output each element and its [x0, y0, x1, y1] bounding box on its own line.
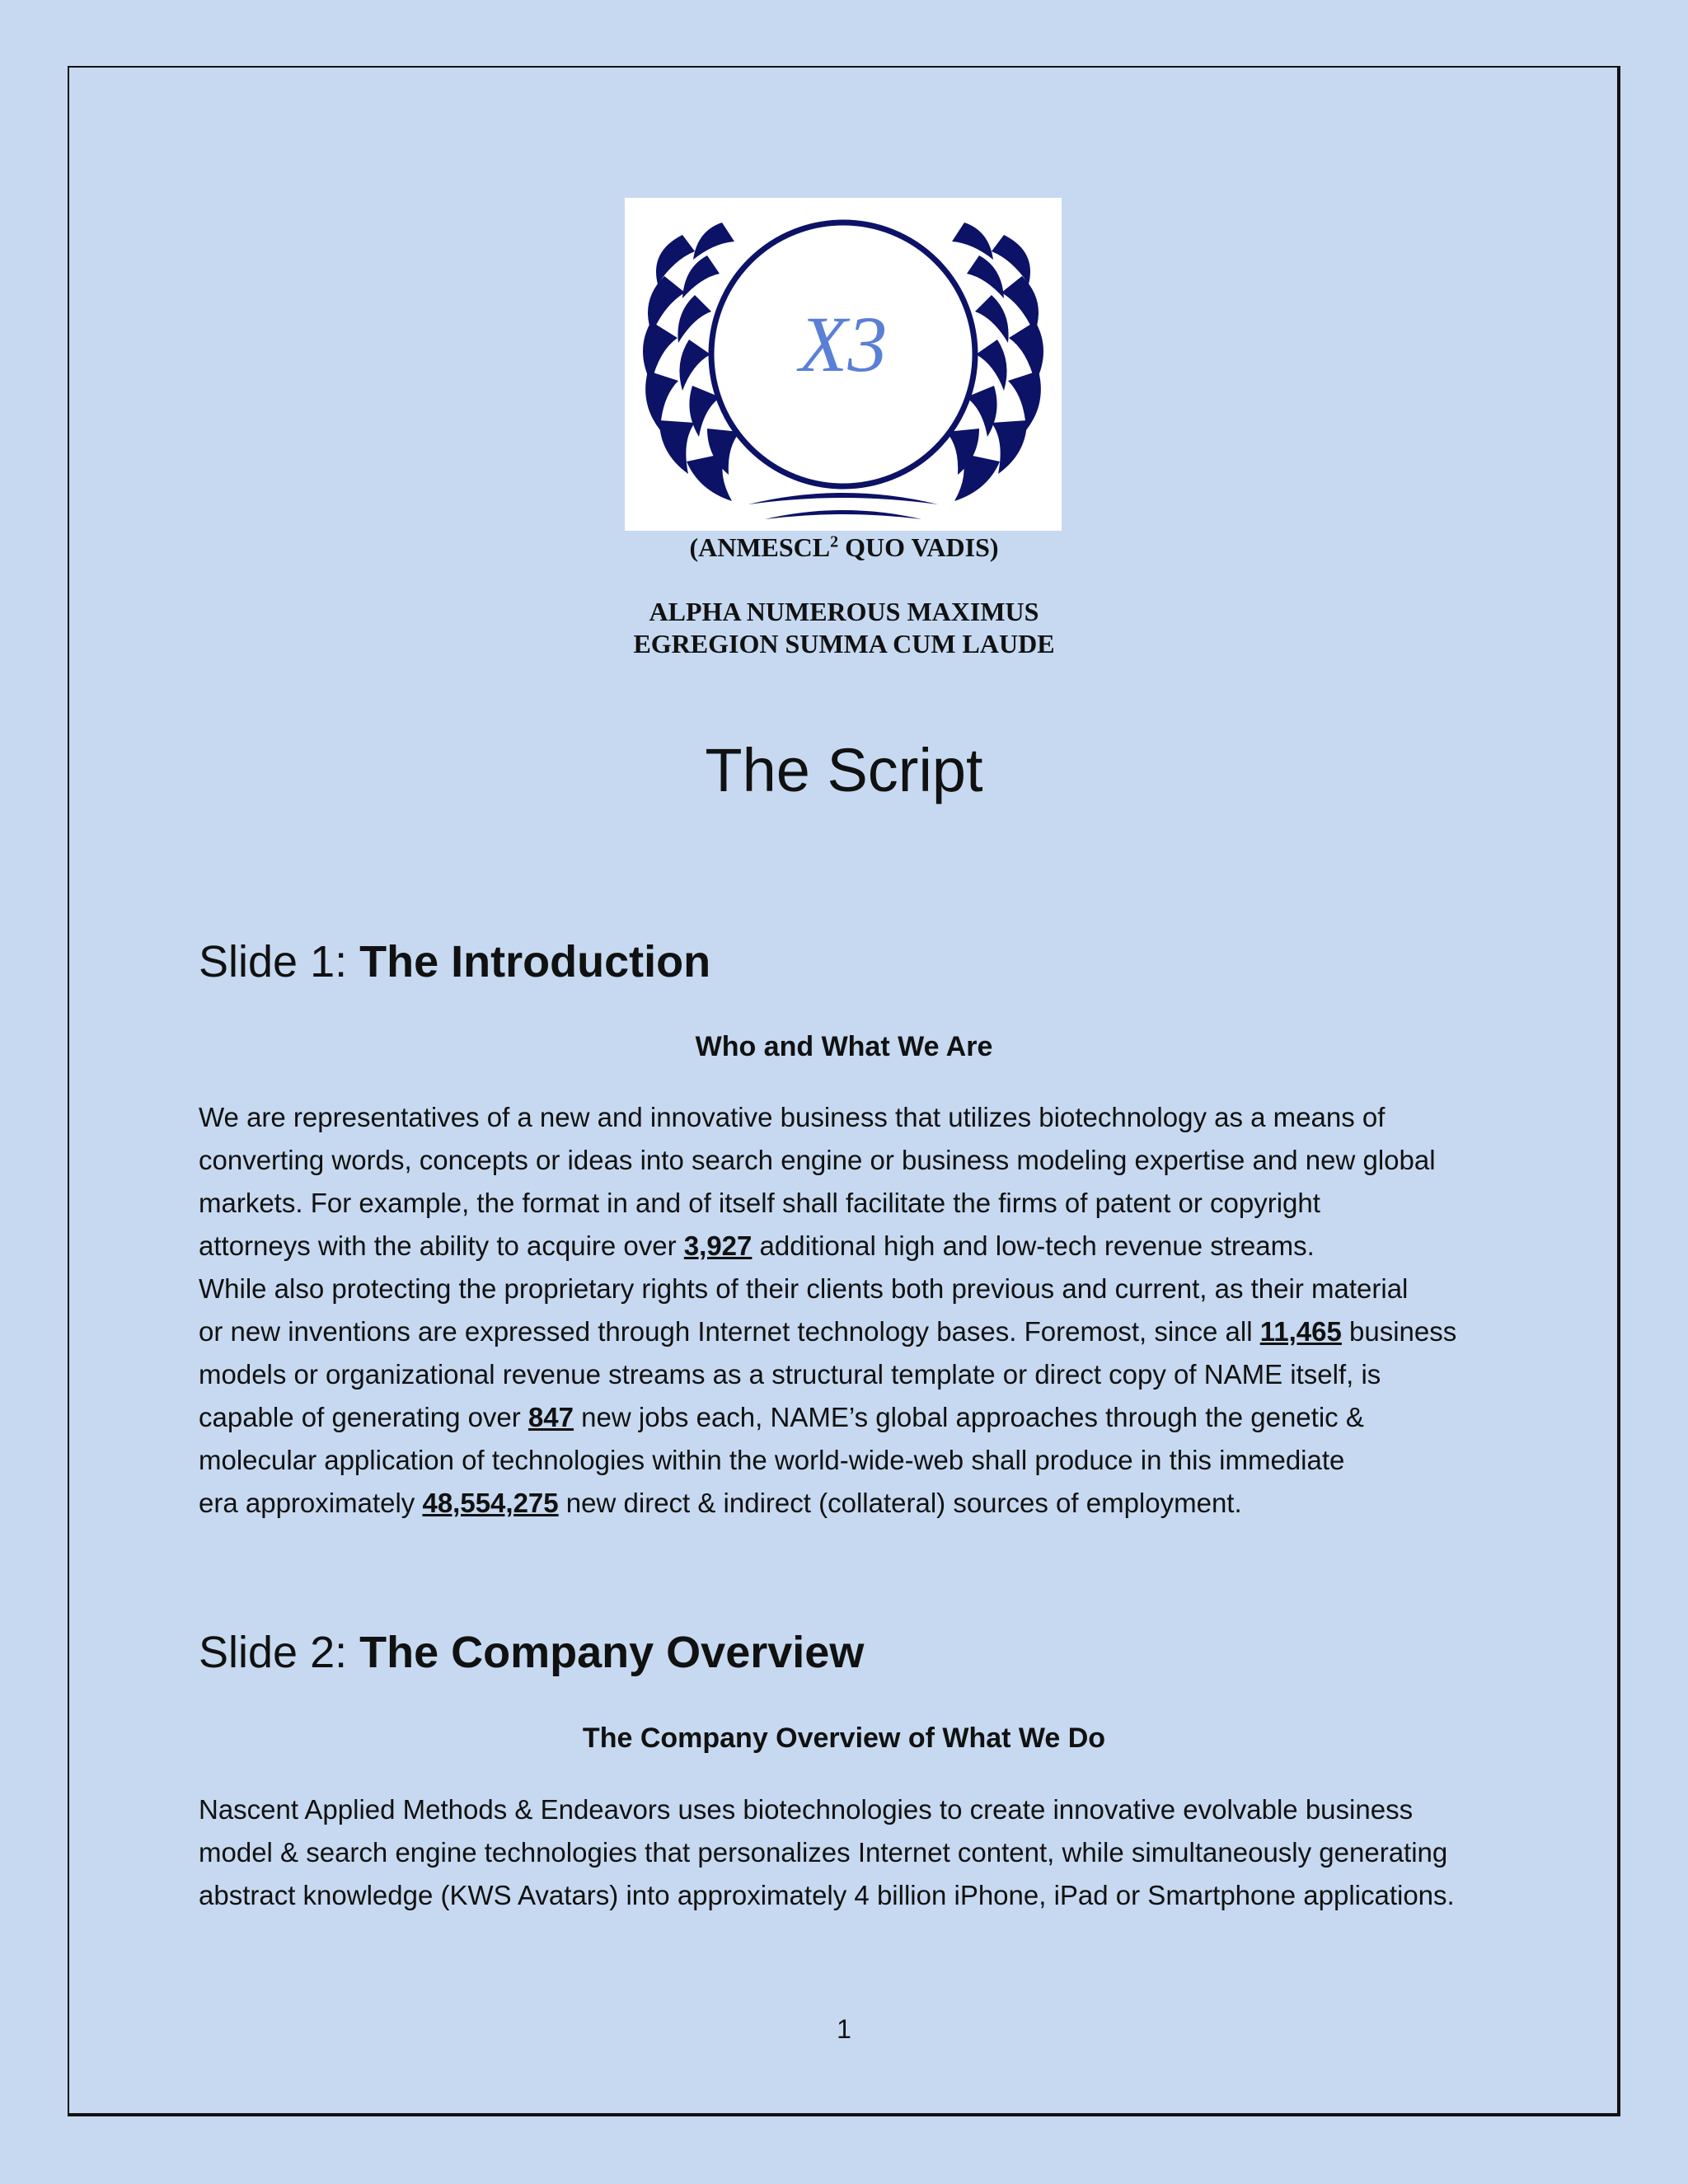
line-text: new direct & indirect (collateral) sources of employment. [558, 1488, 1242, 1518]
line-text: abstract knowledge (KWS Avatars) into approximately 4 billion iPhone, iPad or Smartphone applications. [199, 1880, 1455, 1910]
slide-1-heading [199, 937, 711, 987]
line-text: models or organizational revenue streams as a structural template or direct copy of NAME itself, is [199, 1359, 1381, 1390]
line-text: or new inventions are expressed through Internet technology bases. Foremost, since all [199, 1316, 1260, 1347]
page-number: 1 [837, 2014, 851, 2044]
document-title: The Script [705, 736, 983, 804]
org-line-1: ALPHA NUMEROUS MAXIMUS [649, 597, 1039, 626]
slide-2-heading [199, 1630, 864, 1675]
slide-1-name: The Introduction [359, 937, 711, 987]
line-text: markets. For example, the format in and of itself shall facilitate the firms of patent or copyright [199, 1188, 1320, 1218]
logo-mark-text: X3 [799, 300, 888, 388]
line-text: capable of generating over [199, 1402, 528, 1432]
line-text: converting words, concepts or ideas into search engine or business modeling expertise and new global [199, 1145, 1436, 1175]
line-text: era approximately [199, 1488, 423, 1518]
highlighted-number: 48,554,275 [422, 1488, 559, 1518]
slide-2-prefix: Slide 2: [199, 1628, 360, 1677]
paragraph-line [199, 1182, 1501, 1225]
highlighted-number: 3,927 [683, 1230, 753, 1261]
slide-2-subheading: The Company Overview of What We Do [582, 1722, 1106, 1754]
line-text: business [1341, 1316, 1457, 1347]
line-text: model & search engine technologies that personalizes Internet content, while simultaneously generating [199, 1837, 1448, 1868]
highlighted-number: 847 [528, 1402, 574, 1432]
paragraph-line [199, 1310, 1501, 1353]
paragraph-line [199, 1482, 1501, 1525]
paragraph-line [199, 1096, 1501, 1139]
line-text: molecular application of technologies within the world-wide-web shall produce in this immediate [199, 1445, 1345, 1475]
paragraph-line [199, 1788, 1501, 1831]
paragraph-line [199, 1268, 1501, 1310]
org-motto [0, 532, 1688, 563]
line-text: We are representatives of a new and innovative business that utilizes biotechnology as a means of [199, 1102, 1386, 1132]
paragraph-line [199, 1831, 1501, 1874]
laurel-wreath-icon [625, 198, 1062, 531]
org-motto-superscript: 2 [830, 532, 839, 551]
slide-2-name: The Company Overview [359, 1628, 865, 1677]
paragraph-line [199, 1225, 1501, 1268]
highlighted-number: 11,465 [1259, 1316, 1342, 1347]
line-text: attorneys with the ability to acquire over [199, 1230, 684, 1261]
slide-1-prefix: Slide 1: [199, 937, 360, 987]
line-text: new jobs each, NAME’s global approaches through the genetic & [574, 1402, 1364, 1432]
line-text: Nascent Applied Methods & Endeavors uses biotechnologies to create innovative evolvable business [199, 1794, 1414, 1825]
org-motto-tail: QUO VADIS) [838, 532, 999, 562]
laurel-wreath-logo [625, 198, 1062, 531]
paragraph-line [199, 1139, 1501, 1182]
paragraph-line [199, 1439, 1501, 1482]
line-text: additional high and low-tech revenue streams. [752, 1230, 1315, 1261]
paragraph-line [199, 1874, 1501, 1917]
slide-1-paragraph [199, 1096, 1501, 1525]
org-line-2: EGREGION SUMMA CUM LAUDE [633, 629, 1055, 658]
paragraph-line [199, 1396, 1501, 1439]
org-motto-text: (ANMESCL [689, 532, 831, 562]
slide-1-subheading: Who and What We Are [695, 1031, 993, 1062]
paragraph-line [199, 1353, 1501, 1396]
slide-2-paragraph [199, 1788, 1501, 1917]
line-text: While also protecting the proprietary rights of their clients both previous and current, as their material [199, 1273, 1409, 1304]
